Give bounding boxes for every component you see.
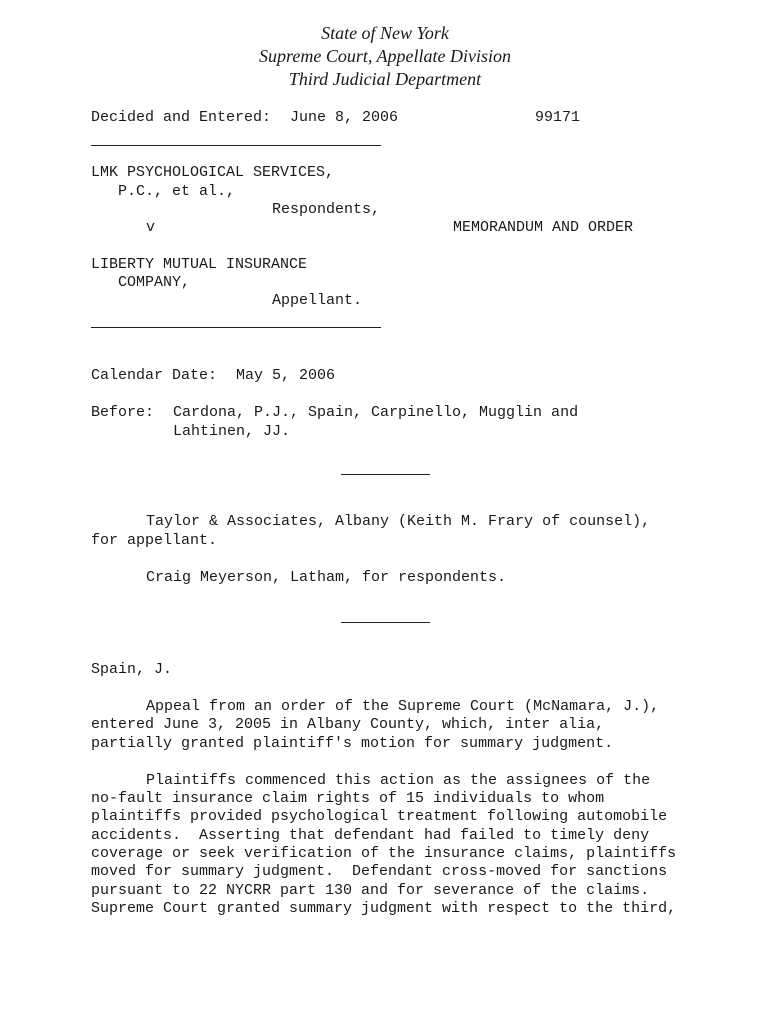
paragraph2-line7: pursuant to 22 NYCRR part 130 and for severance of the claims. (91, 882, 650, 899)
paragraph1-line3: partially granted plaintiff's motion for summary judgment. (91, 735, 614, 752)
caption-top-rule (91, 145, 381, 146)
bench-line1: Cardona, P.J., Spain, Carpinello, Mugglin and (173, 404, 579, 421)
respondent-name-line2: P.C., et al., (118, 183, 236, 200)
counsel-appellant-line1: Taylor & Associates, Albany (Keith M. Frary of counsel), (146, 513, 651, 530)
paragraph2-line3: plaintiffs provided psychological treatment following automobile (91, 808, 668, 825)
respondent-role: Respondents, (272, 201, 381, 218)
paragraph2-line1: Plaintiffs commenced this action as the assignees of the (146, 772, 651, 789)
paragraph2-line6: moved for summary judgment. Defendant cross-moved for sanctions (91, 863, 668, 880)
appellant-name-line2: COMPANY, (118, 274, 191, 291)
paragraph1-line2: entered June 3, 2005 in Albany County, which, inter alia, (91, 716, 605, 733)
court-name: Supreme Court, Appellate Division (259, 46, 511, 66)
versus: v (146, 219, 156, 236)
docket-number: 99171 (535, 109, 581, 126)
decided-label: Decided and Entered: (91, 109, 272, 126)
paragraph2-line5: coverage or seek verification of the insurance claims, plaintiffs (91, 845, 677, 862)
counsel-respondents: Craig Meyerson, Latham, for respondents. (146, 569, 507, 586)
caption-bottom-rule (91, 327, 381, 328)
appellant-name-line1: LIBERTY MUTUAL INSURANCE (91, 256, 308, 273)
court-state: State of New York (321, 23, 449, 43)
document-type: MEMORANDUM AND ORDER (453, 219, 634, 236)
calendar-label: Calendar Date: (91, 367, 218, 384)
paragraph2-line2: no-fault insurance claim rights of 15 individuals to whom (91, 790, 605, 807)
bench-label: Before: (91, 404, 155, 421)
calendar-date: May 5, 2006 (236, 367, 336, 384)
section-divider-2 (341, 622, 430, 623)
decided-date: June 8, 2006 (290, 109, 399, 126)
paragraph2-line4: accidents. Asserting that defendant had failed to timely deny (91, 827, 650, 844)
court-department: Third Judicial Department (288, 69, 482, 89)
respondent-name-line1: LMK PSYCHOLOGICAL SERVICES, (91, 164, 335, 181)
paragraph2-line8: Supreme Court granted summary judgment with respect to the third, (91, 900, 677, 917)
counsel-appellant-line2: for appellant. (91, 532, 218, 549)
section-divider-1 (341, 474, 430, 475)
appellant-role: Appellant. (272, 292, 363, 309)
paragraph1-line1: Appeal from an order of the Supreme Court (McNamara, J.), (146, 698, 660, 715)
bench-line2: Lahtinen, JJ. (173, 423, 291, 440)
opinion-author: Spain, J. (91, 661, 173, 678)
